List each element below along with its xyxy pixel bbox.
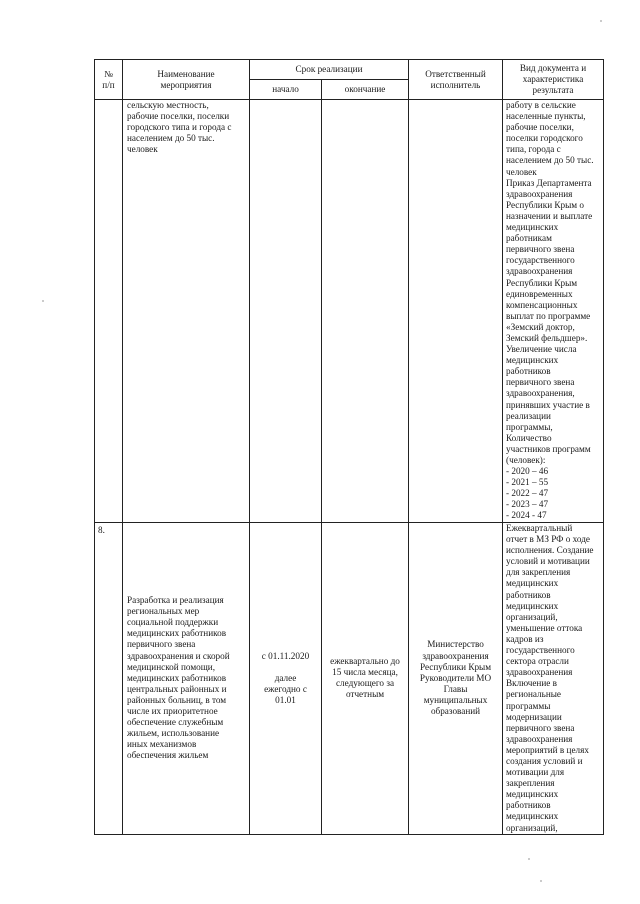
header-result: Вид документа и характеристика результата bbox=[503, 60, 604, 100]
row-name: сельскую местность, рабочие поселки, поселки городского типа и города с населением до 50 тыс. человек bbox=[123, 100, 250, 523]
header-responsible: Ответственный исполнитель bbox=[409, 60, 503, 100]
row-result: Ежеквартальный отчет в МЗ РФ о ходе исполнения. Создание условий и мотивации для закрепления медицинских работников медицинских организаций, уменьшение оттока кадров из государственного сектора отрасли здравоохранения Включение в региональные программы модернизации первичного звена здравоохранения мероприятий в целях создания условий и мотивации для закрепления медицинских работников медицинских организаций, bbox=[503, 523, 604, 835]
header-start: начало bbox=[250, 80, 322, 100]
row-name: Разработка и реализация региональных мер социальной поддержки медицинских работников первичного звена здравоохранения и скорой медицинской помощи, медицинских работников центральных районных и районных больниц, в том числе их приоритетное обеспечение служебным жильем, использование иных механизмов обеспечения жильем bbox=[123, 523, 250, 835]
scan-speck bbox=[528, 858, 530, 860]
scan-speck bbox=[540, 880, 542, 882]
row-start bbox=[250, 100, 322, 523]
header-period: Срок реализации bbox=[250, 60, 409, 80]
header-num: № п/п bbox=[95, 60, 123, 100]
row-responsible bbox=[409, 100, 503, 523]
header-name: Наименование мероприятия bbox=[123, 60, 250, 100]
row-end bbox=[322, 100, 409, 523]
row-num bbox=[95, 100, 123, 523]
scan-speck bbox=[42, 300, 44, 302]
row-result: работу в сельские населенные пункты, рабочие поселки, поселки городского типа, города с населением до 50 тыс. человек Приказ Департамента здравоохранения Республики Крым о назначении и выплате медицинских работникам первичного звена государственного здравоохранения Республики Крым единовременных компенсационных выплат по программе «Земский доктор, Земский фельдшер». Увеличение числа медицинских работников первичного звена здравоохранения, принявших участие в реализации программы, Количество участников программ (человек): - 2020 – 46 - 2021 – 55 - 2022 – 47 - 2023 – 47 - 2024 - 47 bbox=[503, 100, 604, 523]
row-num: 8. bbox=[95, 523, 123, 835]
table-row bbox=[95, 100, 604, 523]
header-end: окончание bbox=[322, 80, 409, 100]
table-row bbox=[95, 523, 604, 835]
row-start: с 01.11.2020 далее ежегодно с 01.01 bbox=[250, 523, 322, 835]
table-header-row bbox=[95, 60, 604, 80]
scan-speck bbox=[600, 20, 602, 22]
activity-plan-table bbox=[94, 59, 604, 835]
row-end: ежеквартально до 15 числа месяца, следующего за отчетным bbox=[322, 523, 409, 835]
row-responsible: Министерство здравоохранения Республики Крым Руководители МО Главы муниципальных образований bbox=[409, 523, 503, 835]
